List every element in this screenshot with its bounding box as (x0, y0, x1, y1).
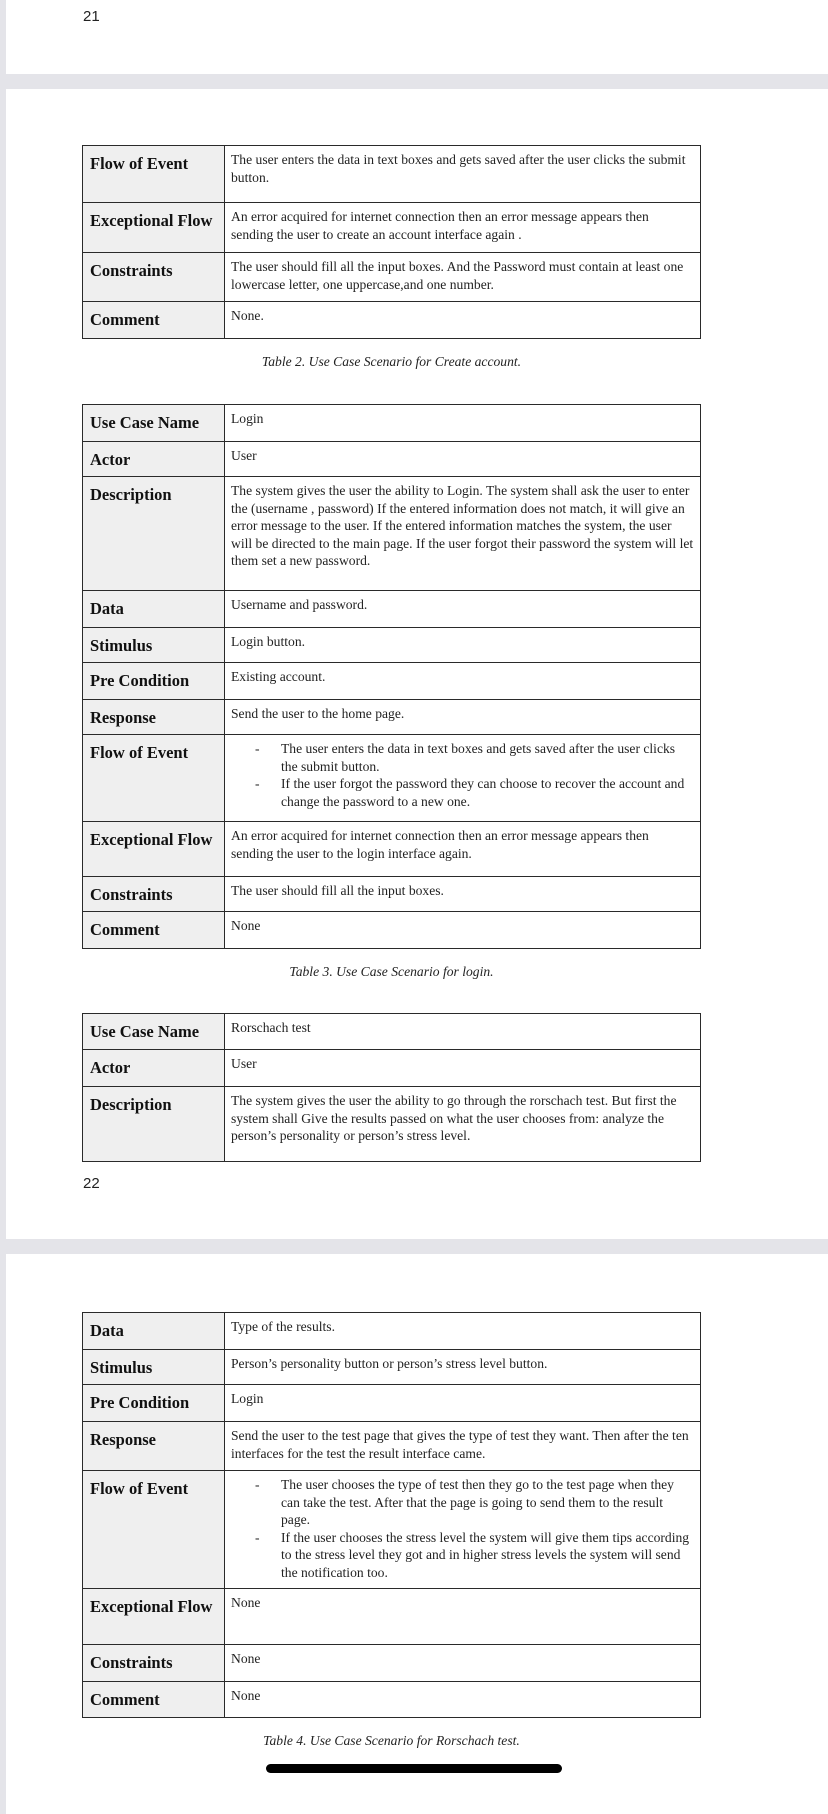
row-label: Use Case Name (83, 1014, 225, 1050)
row-value: None (225, 1589, 701, 1645)
row-value: An error acquired for internet connection then an error message appears then sending the user to the login interface again. (225, 822, 701, 877)
row-value: Send the user to the home page. (225, 700, 701, 735)
row-value: An error acquired for internet connection then an error message appears then sending the user to create an account interface again . (225, 203, 701, 253)
row-value-list (225, 1471, 701, 1589)
table-row (83, 1313, 701, 1350)
row-label: Constraints (83, 253, 225, 302)
row-value: The system gives the user the ability to go through the rorschach test. But first the system shall Give the results passed on what the user chooses from: analyze the person’s personality or person’s stress level. (225, 1087, 701, 1162)
row-value: The user should fill all the input boxes. (225, 877, 701, 912)
row-value: None (225, 912, 701, 949)
table-row (83, 1050, 701, 1087)
list-item: - If the user chooses the stress level the system will give them tips according to the stress level they got and in higher stress levels the system will send the notification too. (281, 1529, 694, 1582)
row-value: None (225, 1682, 701, 1718)
table-row (83, 663, 701, 700)
use-case-table (82, 1013, 701, 1162)
table-row (83, 1385, 701, 1422)
row-label: Comment (83, 912, 225, 949)
table-caption: Table 2. Use Case Scenario for Create account. (261, 354, 522, 369)
row-value: None. (225, 302, 701, 339)
table-row (83, 877, 701, 912)
table-row (83, 1645, 701, 1682)
row-label: Pre Condition (83, 1385, 225, 1422)
row-label: Constraints (83, 1645, 225, 1682)
table-row (83, 442, 701, 477)
row-value: Existing account. (225, 663, 701, 700)
table-row (83, 477, 701, 591)
row-label: Response (83, 1422, 225, 1471)
use-case-table (82, 1312, 701, 1718)
row-value: The user should fill all the input boxes. And the Password must contain at least one lowercase letter, one uppercase,and one number. (225, 253, 701, 302)
row-value: User (225, 442, 701, 477)
table-row (83, 822, 701, 877)
row-value: Login (225, 405, 701, 442)
row-label: Pre Condition (83, 663, 225, 700)
row-value: The system gives the user the ability to Login. The system shall ask the user to enter the (username , password) If the entered information does not match, it will give an error message to the user. If the entered information matches the system, the user will be directed to the main page. If the user forgot their password the system will let them set a new password. (225, 477, 701, 591)
table-row (83, 1087, 701, 1162)
row-label: Flow of Event (83, 735, 225, 822)
row-label: Data (83, 591, 225, 628)
table-row (83, 912, 701, 949)
table-row (83, 1471, 701, 1589)
row-label: Exceptional Flow (83, 822, 225, 877)
row-value: Person’s personality button or person’s stress level button. (225, 1350, 701, 1385)
bullet-list (231, 1476, 694, 1581)
row-label: Comment (83, 1682, 225, 1718)
table-row (83, 146, 701, 203)
row-label: Stimulus (83, 1350, 225, 1385)
pdf-page-21 (6, 0, 828, 74)
use-case-table (82, 404, 701, 949)
table-row (83, 1682, 701, 1718)
row-label: Data (83, 1313, 225, 1350)
table-row (83, 1589, 701, 1645)
table-row (83, 302, 701, 339)
row-label: Stimulus (83, 628, 225, 663)
row-value: Send the user to the test page that gives the type of test they want. Then after the ten interfaces for the test the result interface came. (225, 1422, 701, 1471)
row-label: Exceptional Flow (83, 203, 225, 253)
table-row (83, 735, 701, 822)
page-number: 22 (83, 1175, 100, 1192)
table-row (83, 700, 701, 735)
row-label: Actor (83, 442, 225, 477)
home-indicator[interactable] (266, 1764, 562, 1773)
row-label: Flow of Event (83, 146, 225, 203)
list-item: - The user enters the data in text boxes and gets saved after the user clicks the submit button. (281, 740, 694, 775)
row-value-list (225, 735, 701, 822)
row-value: Username and password. (225, 591, 701, 628)
row-value: User (225, 1050, 701, 1087)
bullet-list (231, 740, 694, 810)
row-value: Login button. (225, 628, 701, 663)
table-row (83, 1350, 701, 1385)
row-label: Response (83, 700, 225, 735)
row-label: Constraints (83, 877, 225, 912)
table-row (83, 591, 701, 628)
row-label: Use Case Name (83, 405, 225, 442)
table-caption: Table 4. Use Case Scenario for Rorschach test. (263, 1733, 520, 1748)
row-label: Comment (83, 302, 225, 339)
table-row (83, 253, 701, 302)
row-value: Rorschach test (225, 1014, 701, 1050)
page-number: 21 (83, 8, 100, 25)
list-item: - The user chooses the type of test then they go to the test page when they can take the test. After that the page is going to send them to the result page. (281, 1476, 694, 1529)
table-row (83, 203, 701, 253)
row-value: None (225, 1645, 701, 1682)
row-label: Description (83, 1087, 225, 1162)
table-row (83, 628, 701, 663)
table-row (83, 1422, 701, 1471)
row-label: Description (83, 477, 225, 591)
table-row (83, 1014, 701, 1050)
row-value: Type of the results. (225, 1313, 701, 1350)
use-case-table (82, 145, 701, 339)
row-value: The user enters the data in text boxes and gets saved after the user clicks the submit button. (225, 146, 701, 203)
row-label: Flow of Event (83, 1471, 225, 1589)
table-caption: Table 3. Use Case Scenario for login. (289, 964, 494, 979)
row-value: Login (225, 1385, 701, 1422)
row-label: Actor (83, 1050, 225, 1087)
list-item: - If the user forgot the password they can choose to recover the account and change the password to a new one. (281, 775, 694, 810)
table-row (83, 405, 701, 442)
row-label: Exceptional Flow (83, 1589, 225, 1645)
